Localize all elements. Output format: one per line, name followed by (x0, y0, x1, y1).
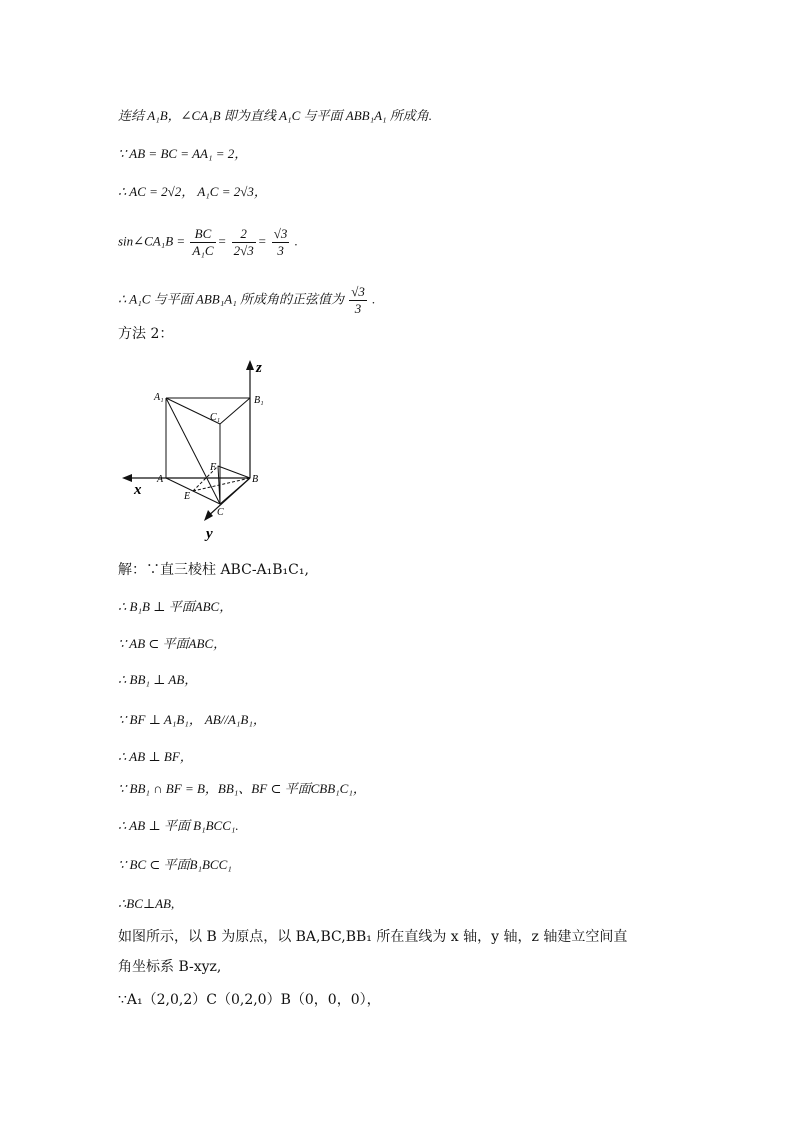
fraction-1-den: A₁C (192, 243, 214, 258)
line-12: ∴ AB ⊥ BF， (118, 749, 193, 764)
fraction-3-den: 3 (277, 243, 284, 258)
line-answer (118, 284, 375, 317)
label-A1: A₁ (154, 392, 164, 403)
fraction-1 (190, 226, 215, 259)
answer-num: √3 (351, 284, 365, 299)
line-16: ∴BC⊥AB, (118, 896, 175, 911)
line-18: 角坐标系 B-xyz, (118, 959, 222, 975)
x-axis-arrow (122, 474, 132, 482)
line-19: ∵A₁（2,0,2）C（0,2,0）B（0，0，0）， (118, 992, 381, 1008)
line-10: ∴ BB₁ ⊥ AB， (118, 672, 198, 687)
edge-C1-B1 (220, 398, 250, 424)
line-sin: sin∠CA₁B = $\frac{BC}{\text{A₁C}}$ = $\frac{2}{2√3}$ = $\frac{√3}{3}$ . (118, 226, 298, 258)
z-axis-arrow (246, 360, 254, 370)
label-F: F (210, 462, 217, 473)
segment-E-B (193, 478, 250, 491)
label-B1: B₁ (254, 395, 264, 406)
line-2: ∵ AB = BC = AA₁ = 2， (118, 146, 248, 161)
line-14: ∴ AB ⊥ 平面 B₁BCC₁. (118, 818, 239, 833)
label-B: B (252, 474, 259, 485)
line-15: ∵ BC ⊂ 平面B₁BCC₁ (118, 857, 232, 872)
sin-end: . (294, 233, 298, 249)
label-y: y (206, 526, 213, 542)
fraction-1-num: BC (190, 226, 215, 243)
fraction-2 (232, 226, 256, 259)
label-z: z (256, 360, 262, 376)
answer-text: ∴ A₁C 与平面 ABB₁A₁ 所成角的正弦值为 (118, 291, 344, 307)
label-A: A (157, 474, 164, 485)
line-9: ∵ AB ⊂ 平面ABC， (118, 636, 227, 651)
fraction-2-den: 2√3 (233, 243, 254, 258)
label-C: C (217, 507, 224, 518)
line-8: ∴ B₁B ⊥ 平面ABC， (118, 599, 233, 614)
answer-end: . (372, 291, 376, 307)
line-13: ∵ BB₁ ∩ BF = B，BB₁、BF ⊂ 平面CBB₁C₁， (118, 781, 366, 796)
line-11: ∵ BF ⊥ A₁B₁， AB//A₁B₁， (118, 712, 266, 727)
method-2-heading: 方法 2： (118, 326, 174, 342)
line-1: 连结 A₁B，∠CA₁B 即为直线 A₁C 与平面 ABB₁A₁ 所成角. (118, 108, 433, 123)
segment-F-B (218, 466, 250, 478)
prism-figure (118, 358, 288, 543)
fraction-3-num: √3 (273, 226, 288, 241)
line-3: ∴ AC = 2√2， A₁C = 2√3， (118, 184, 267, 199)
label-E: E (184, 491, 191, 502)
fraction-3 (272, 226, 290, 259)
answer-den: 3 (354, 301, 362, 316)
line-17: 如图所示，以 B 为原点，以 BA,BC,BB₁ 所在直线为 x 轴，y 轴，z 轴建立空间直 (118, 929, 628, 945)
label-C1: C₁ (210, 412, 221, 423)
fraction-2-num: 2 (232, 226, 256, 243)
label-x: x (134, 482, 142, 498)
sin-label: sin∠CA₁B = (118, 233, 186, 249)
answer-fraction (349, 284, 367, 317)
line-solution-start: 解：∵直三棱柱 ABC-A₁B₁C₁, (118, 562, 309, 578)
y-axis-arrow (204, 510, 213, 521)
